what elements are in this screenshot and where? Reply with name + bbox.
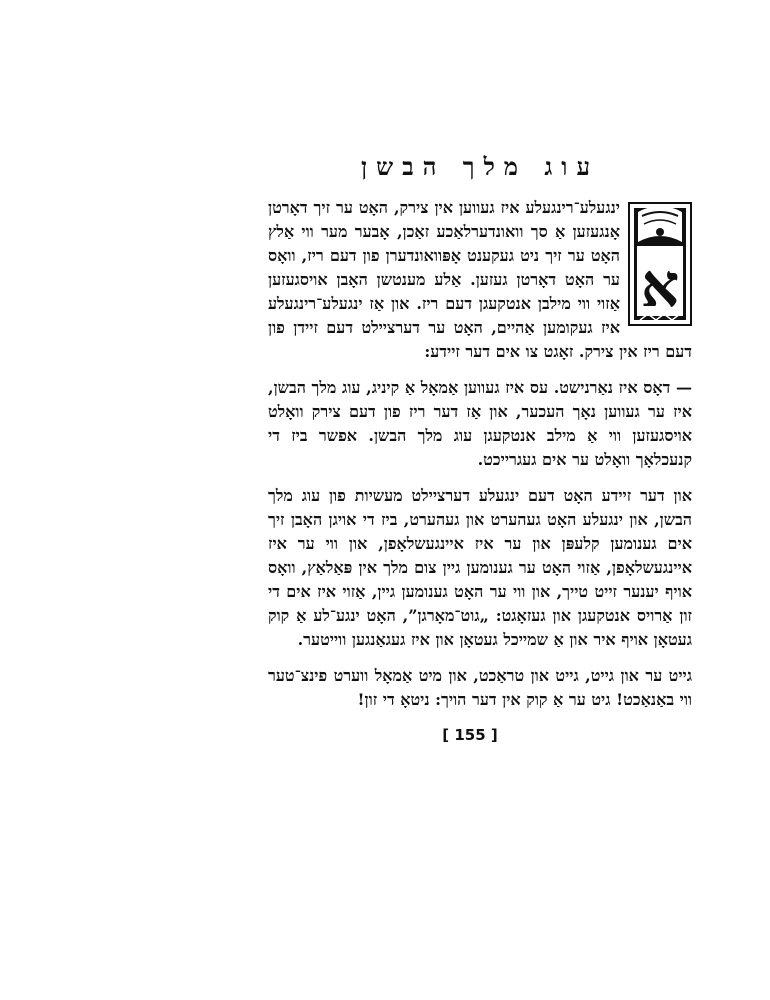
drop-cap-letter: א [640, 251, 680, 321]
body-text [268, 196, 692, 724]
paragraph-4: גייט ער און גייט, גייט און טראַכט, און מיט אַמאָל ווערט פינצ־טער ווי באַנאַכט! גיט ער אַ קוק אין דער הויך: ניטאָ די זון! [268, 666, 692, 709]
paragraph-3: און דער זיידע האָט דעם ינגעלע דערציילט מעשיות פון עוג מלך הבשן, און ינגעלע האָט געהערט און געהערט, ביז די אויגן האָבן זיך אים גענומען קלעפּן און ער איז איינגעשלאָפן, און ווי ער איז איינגעשלאָפן, אַזוי האָט ער גענומען גיין צום מלך אין פּאַלאַץ, וואָס אויף יענער זייט טייך, און ווי ער האָט גענומען גיין, אַזוי איז אים די זון אַרויס אנטקעגן און געזאָגט: „גוט־מאָרגן”, האָט ינגע־לע אַ קוק געטאָן אויף איר און אַ שמייכל געטאָן און איז געגאַנגען ווייטער. [268, 486, 692, 649]
chapter-title: עוג מלך הבשן [360, 152, 600, 181]
paragraph-2: — דאָס איז נאַרנישט. עס איז געווען אַמאָל אַ קיניג, עוג מלך הבשן, איז ער געווען נאָך העכער, און אַז דער ריז פון דעם צירק וואָלט אויסגעזען ווי אַ מילב אנטקעגן עוג מלך הבשן. אפשר ביז די קנעכלאָך וואָלט ער אים געגרייכט. [268, 378, 692, 469]
drop-cap-ornament [628, 202, 692, 326]
ornamental-frame-icon [628, 202, 692, 326]
paragraph-1: ינגעלע־רינגעלע איז געווען אין צירק, האָט ער זיך דאָרטן אָנגעזען אַ סך וואונדערלאַכע זאַכן, אָבער מער ווי אַלץ האָט ער זיך ניט געקענט אָפּוואונדערן פון דעם ריז, וואָס ער האָט דאָרטן געזען. אַלע מענטשן האָבן אויסגעזען אַזוי ווי מילבן אנטקעגן דעם ריז. און אַז ינגעלע־רינגעלע איז געקומען אַהיים, האָט ער דערציילט דעם זיידן פון דעם ריז אין צירק. זאָגט צו אים דער זיידע: [268, 198, 692, 361]
page-number: [ 155 ] [442, 726, 498, 744]
